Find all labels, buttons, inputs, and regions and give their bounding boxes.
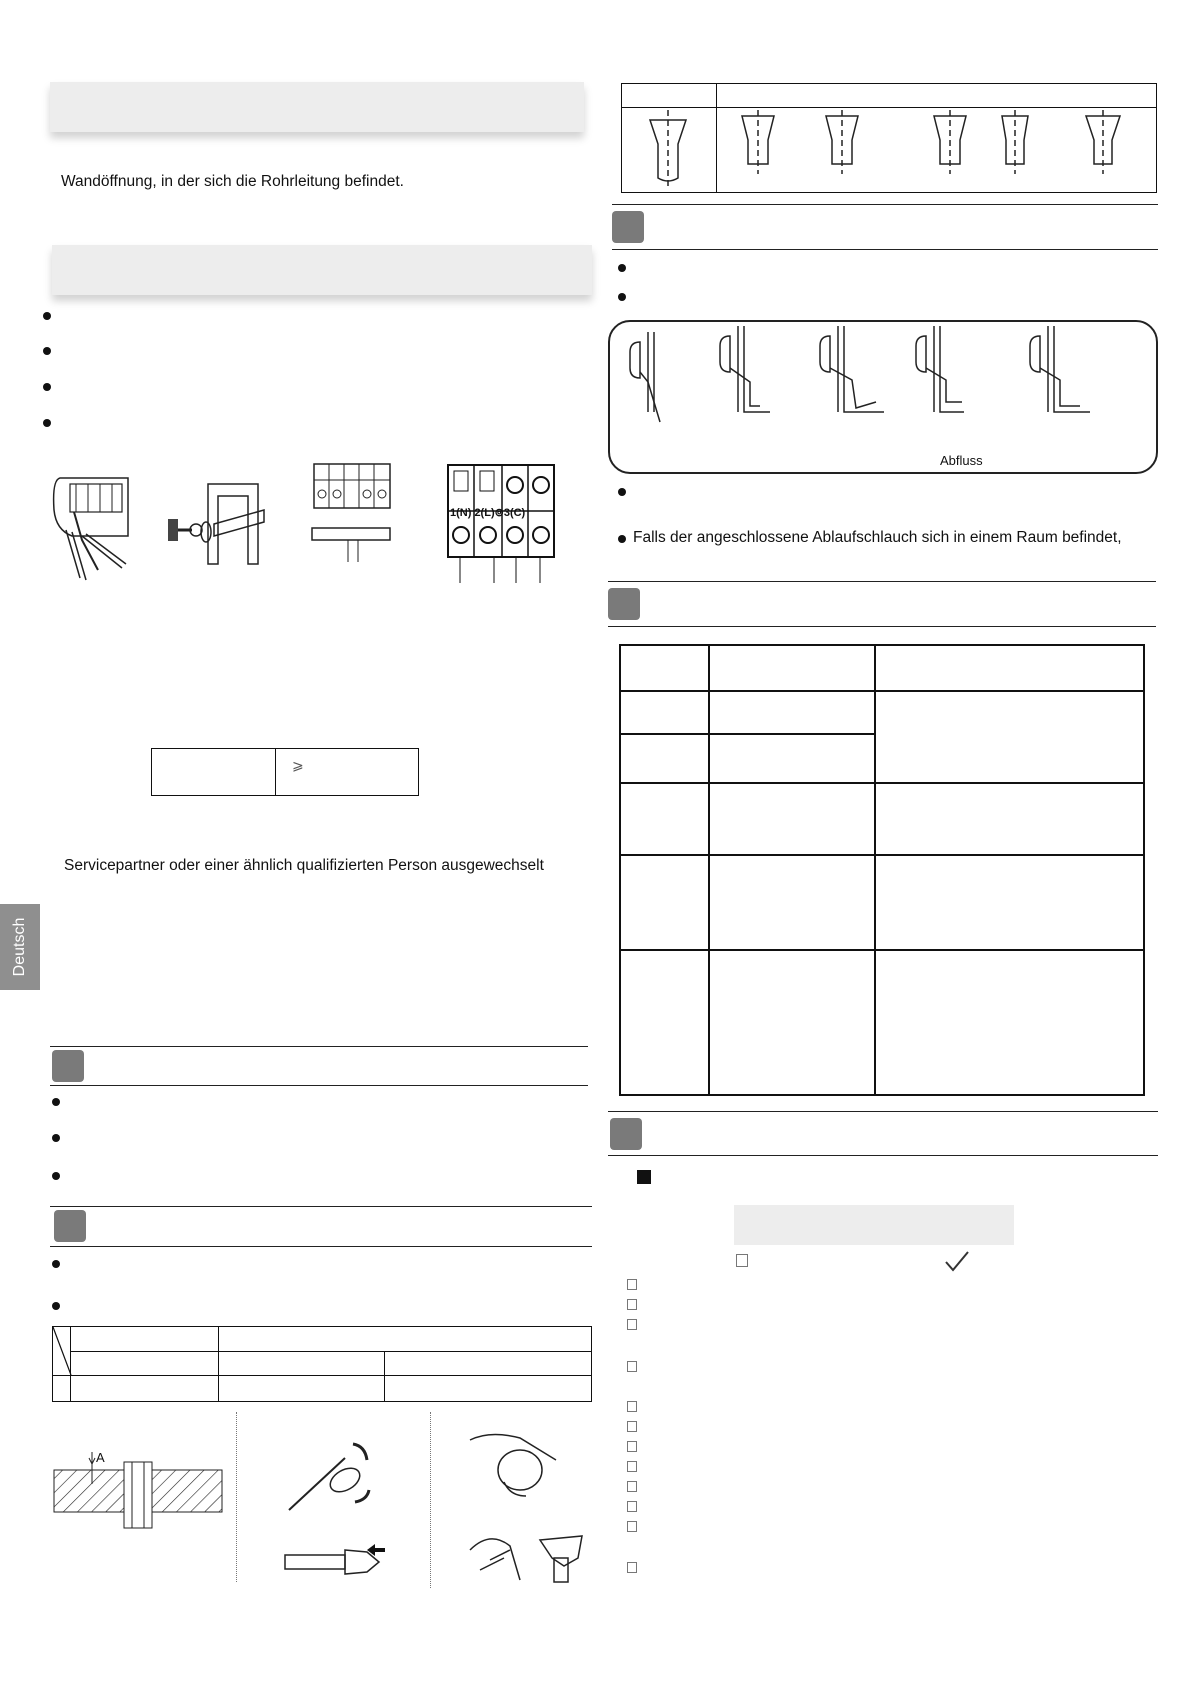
checklist-header-bar: [734, 1205, 1014, 1245]
table-divider: [874, 644, 876, 1094]
checkbox-icon[interactable]: [627, 1279, 637, 1290]
bullet: [618, 293, 626, 301]
bullet: [618, 264, 626, 272]
section-rule: [50, 1046, 588, 1047]
table-divider: [708, 644, 710, 1094]
table-divider: [384, 1351, 385, 1402]
indoor-unit-wiring-illustration: [52, 470, 132, 582]
bullet: [52, 1134, 60, 1142]
section-rule: [608, 1155, 1158, 1156]
checkbox-icon[interactable]: [627, 1461, 637, 1472]
checkbox-icon[interactable]: [627, 1562, 637, 1573]
wire-table-symbol: ⩾: [292, 757, 304, 773]
checkbox-icon[interactable]: [736, 1254, 748, 1267]
bullet: [618, 535, 626, 543]
bullet: [52, 1172, 60, 1180]
section-number-box: [612, 211, 644, 243]
power-terminal-illustration: [448, 465, 558, 585]
bullet: [43, 312, 51, 320]
drain-hose-illustrations: [620, 322, 1140, 432]
table-divider: [218, 1326, 219, 1402]
section-rule: [612, 249, 1158, 250]
table-divider: [619, 733, 875, 735]
bullet: [43, 419, 51, 427]
section-rule: [50, 1085, 588, 1086]
checkbox-icon[interactable]: [627, 1421, 637, 1432]
section-number-box: [54, 1210, 86, 1242]
flare-shape-illustrations: [640, 108, 1140, 188]
section-header-box-1: [50, 82, 584, 132]
section-header-box-2: [52, 245, 592, 295]
language-tab-label: Deutsch: [11, 917, 28, 977]
checkbox-icon[interactable]: [627, 1401, 637, 1412]
section-rule: [50, 1206, 592, 1207]
flare-nut-tightening-illustration: [460, 1430, 590, 1590]
table-divider: [52, 1375, 591, 1376]
section-rule: [608, 581, 1156, 582]
bullet: [52, 1260, 60, 1268]
table-diagonal: [53, 1327, 71, 1375]
section-rule: [608, 1111, 1158, 1112]
language-tab: [0, 904, 40, 990]
flare-dimension-illustration: [54, 1450, 224, 1530]
bullet: [618, 488, 626, 496]
wall-opening-text: Wandöffnung, in der sich die Rohrleitung befindet.: [61, 173, 404, 190]
cable-clamp-illustration: [168, 474, 268, 574]
bullet: [43, 383, 51, 391]
flare-dimension-table: [52, 1326, 592, 1402]
bullet: [43, 347, 51, 355]
section-number-box: [608, 588, 640, 620]
section-rule: [50, 1246, 592, 1247]
section-rule: [612, 204, 1158, 205]
checkbox-icon[interactable]: [627, 1481, 637, 1492]
illustration-divider: [236, 1412, 237, 1582]
drain-room-text: Falls der angeschlossene Ablaufschlauch sich in einem Raum befindet,: [633, 529, 1122, 546]
checkbox-icon[interactable]: [627, 1361, 637, 1372]
check-table: [619, 644, 1145, 1096]
bullet: [52, 1302, 60, 1310]
wire-size-table: [151, 748, 419, 796]
table-divider: [619, 854, 1143, 856]
flare-label-a: A: [96, 1450, 105, 1465]
table-divider: [619, 690, 1143, 692]
pipe-cutter-illustration: [285, 1440, 395, 1580]
checkbox-icon[interactable]: [627, 1319, 637, 1330]
checkbox-icon[interactable]: [627, 1299, 637, 1310]
section-number-box: [52, 1050, 84, 1082]
checkbox-icon[interactable]: [627, 1521, 637, 1532]
terminal-labels: 1(N) 2(L)⊚3(C): [450, 507, 526, 519]
illustration-divider: [430, 1412, 431, 1588]
black-square-marker: [637, 1170, 651, 1184]
table-divider: [619, 782, 1143, 784]
service-partner-text: Servicepartner oder einer ähnlich qualifizierten Person ausgewechselt: [64, 857, 544, 874]
section-number-box: [610, 1118, 642, 1150]
bullet: [52, 1098, 60, 1106]
checkbox-icon[interactable]: [627, 1501, 637, 1512]
table-divider: [275, 748, 276, 796]
checkmark-icon: [944, 1250, 970, 1272]
drain-label: Abfluss: [940, 453, 983, 468]
checkbox-icon[interactable]: [627, 1441, 637, 1452]
terminal-block-illustration: [312, 462, 392, 562]
table-divider: [619, 949, 1143, 951]
section-rule: [608, 626, 1156, 627]
table-divider: [70, 1351, 591, 1352]
